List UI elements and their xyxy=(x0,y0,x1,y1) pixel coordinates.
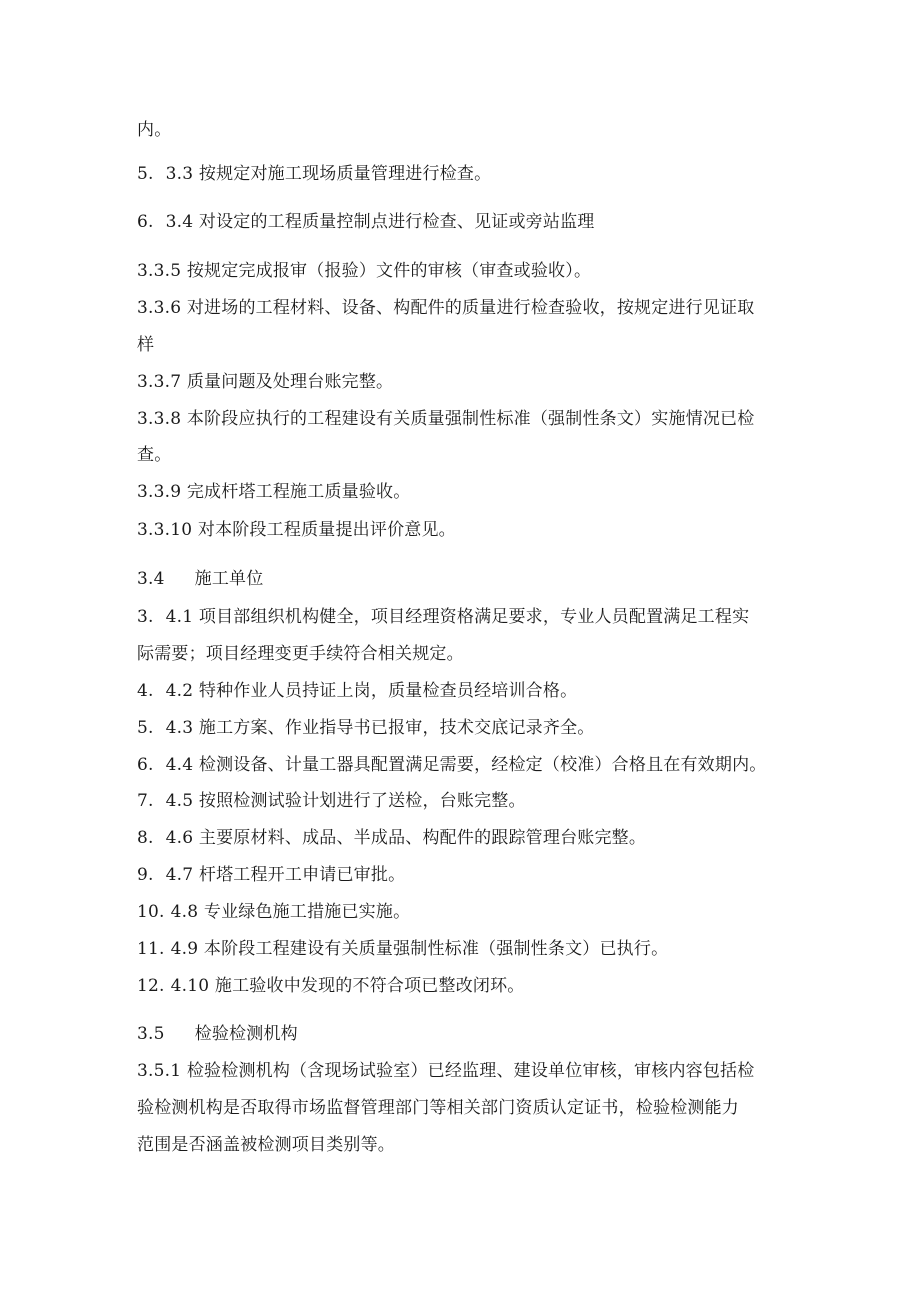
text-line xyxy=(137,1133,797,1157)
line-text: 3.3 按规定对施工现场质量管理进行检查。 xyxy=(165,164,492,184)
text-line xyxy=(137,296,797,320)
numbered-line xyxy=(137,210,797,234)
line-text: 4.4 检测设备、计量工器具配置满足需要，经检定（校准）合格且在有效期内。 xyxy=(165,755,767,775)
line-number: 5. xyxy=(137,718,154,738)
line-text: 3.3.6 对进场的工程材料、设备、构配件的质量进行检查验收，按规定进行见证取 xyxy=(137,298,755,318)
numbered-line xyxy=(137,863,797,887)
line-number: 9. xyxy=(137,865,154,885)
section-title: 施工单位 xyxy=(194,569,264,589)
section-heading xyxy=(137,567,797,591)
line-text: 4.6 主要原材料、成品、半成品、构配件的跟踪管理台账完整。 xyxy=(165,828,647,848)
line-text: 3.3.9 完成杆塔工程施工质量验收。 xyxy=(137,482,411,502)
text-line xyxy=(137,443,797,467)
text-line xyxy=(137,370,797,394)
numbered-line xyxy=(137,716,797,740)
line-text: 4.2 特种作业人员持证上岗，质量检查员经培训合格。 xyxy=(165,681,578,701)
numbered-line xyxy=(137,974,797,998)
section-number: 3.4 xyxy=(137,569,165,589)
line-text: 4.9 本阶段工程建设有关质量强制性标准（强制性条文）已执行。 xyxy=(170,939,669,959)
line-number: 6. xyxy=(137,755,154,775)
line-text: 范围是否涵盖被检测项目类别等。 xyxy=(137,1135,395,1155)
line-number: 6. xyxy=(137,212,154,232)
text-line xyxy=(137,259,797,283)
line-text: 4.10 施工验收中发现的不符合项已整改闭环。 xyxy=(170,976,525,996)
numbered-line xyxy=(137,937,797,961)
numbered-line xyxy=(137,605,797,629)
line-text: 4.3 施工方案、作业指导书已报审，技术交底记录齐全。 xyxy=(165,718,595,738)
line-text: 3.3.7 质量问题及处理台账完整。 xyxy=(137,372,394,392)
line-number: 8. xyxy=(137,828,154,848)
line-number: 10. xyxy=(137,902,165,922)
text-line xyxy=(137,518,797,542)
line-text: 4.7 杆塔工程开工申请已审批。 xyxy=(165,865,406,885)
line-text: 4.8 专业绿色施工措施已实施。 xyxy=(170,902,411,922)
line-number: 5. xyxy=(137,164,154,184)
numbered-line xyxy=(137,789,797,813)
text-line xyxy=(137,118,797,142)
numbered-line xyxy=(137,679,797,703)
text-line xyxy=(137,407,797,431)
numbered-line xyxy=(137,162,797,186)
line-text: 验检测机构是否取得市场监督管理部门等相关部门资质认定证书，检验检测能力 xyxy=(137,1098,739,1118)
line-text: 3.4 对设定的工程质量控制点进行检查、见证或旁站监理 xyxy=(165,212,595,232)
line-text: 样 xyxy=(137,335,155,355)
line-text: 3.3.8 本阶段应执行的工程建设有关质量强制性标准（强制性条文）实施情况已检 xyxy=(137,409,755,429)
line-text: 3.3.10 对本阶段工程质量提出评价意见。 xyxy=(137,520,456,540)
line-text: 3.3.5 按规定完成报审（报验）文件的审核（审查或验收）。 xyxy=(137,261,592,281)
line-number: 3. xyxy=(137,607,154,627)
line-text: 际需要；项目经理变更手续符合相关规定。 xyxy=(137,644,464,664)
text-line xyxy=(137,642,797,666)
text-line xyxy=(137,480,797,504)
section-heading xyxy=(137,1022,797,1046)
line-text: 4.5 按照检测试验计划进行了送检，台账完整。 xyxy=(165,791,526,811)
line-text: 3.5.1 检验检测机构（含现场试验室）已经监理、建设单位审核，审核内容包括检 xyxy=(137,1061,755,1081)
text-line xyxy=(137,333,797,357)
line-text: 内。 xyxy=(137,120,172,140)
line-number: 7. xyxy=(137,791,154,811)
numbered-line xyxy=(137,826,797,850)
line-number: 12. xyxy=(137,976,165,996)
section-title: 检验检测机构 xyxy=(194,1024,298,1044)
section-number: 3.5 xyxy=(137,1024,165,1044)
numbered-line xyxy=(137,753,797,777)
text-line xyxy=(137,1059,797,1083)
numbered-line xyxy=(137,900,797,924)
line-number: 11. xyxy=(137,939,165,959)
line-number: 4. xyxy=(137,681,154,701)
text-line xyxy=(137,1096,797,1120)
line-text: 查。 xyxy=(137,445,172,465)
line-text: 4.1 项目部组织机构健全，项目经理资格满足要求，专业人员配置满足工程实 xyxy=(165,607,750,627)
